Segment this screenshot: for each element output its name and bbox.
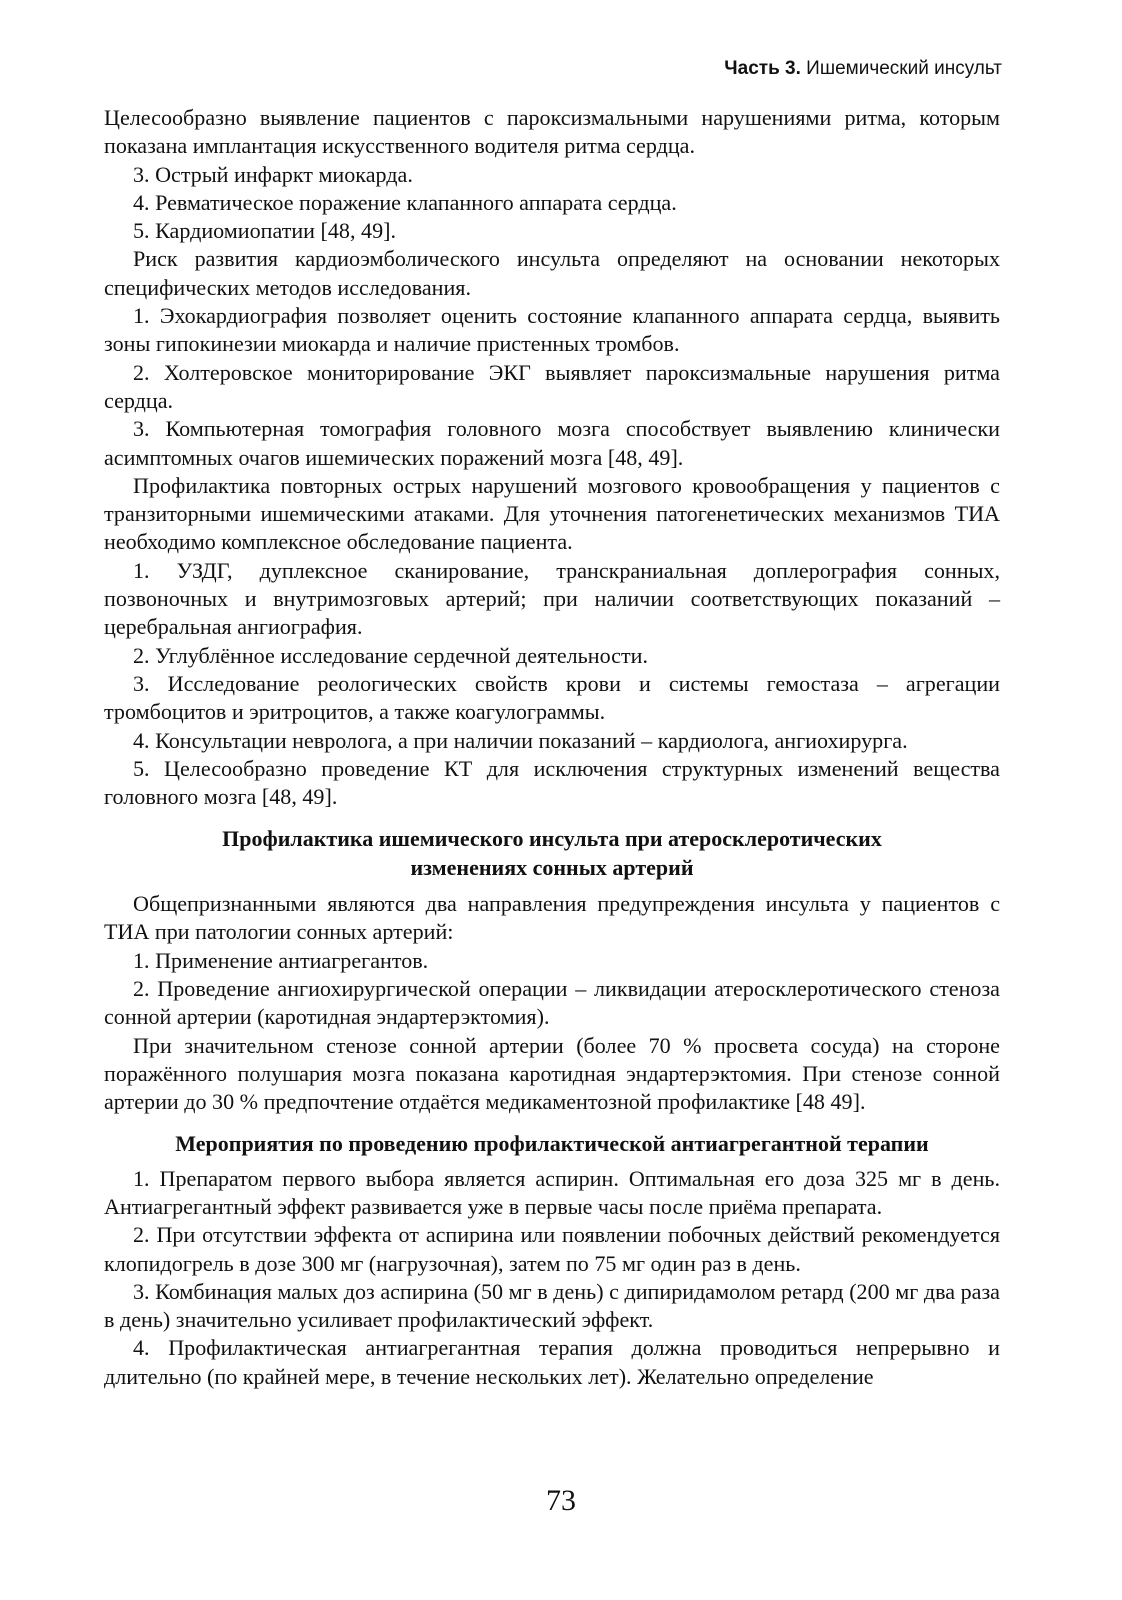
list-item: 1. Эхокардиография позволяет оценить состояние клапанного аппарата сердца, выявить зоны гипокинезии миокарда и наличие пристенных тромбов. — [104, 303, 1000, 357]
list-item: 2. При отсутствии эффекта от аспирина или появлении побочных действий рекомендуется клопидогрель в дозе 300 мг (нагрузочная), затем по 75 мг один раз в день. — [104, 1222, 1000, 1276]
header-title: Ишемический инсульт — [806, 58, 1002, 79]
list-item: 3. Острый инфаркт миокарда. — [133, 161, 413, 187]
section-heading-antiplatelet: Мероприятия по проведению профилактической антиагрегантной терапии — [175, 1131, 929, 1157]
list-item: 3. Исследование реологических свойств крови и системы гемостаза – агрегации тромбоцитов и эритроцитов, а также коагулограммы. — [104, 670, 1000, 725]
list-item: 2. Холтеровское мониторирование ЭКГ выявляет пароксизмальные нарушения ритма сердца. — [104, 359, 1000, 413]
paragraph: При значительном стенозе сонной артерии (более 70 % просвета сосуда) на стороне поражённого полушария мозга показана каротидная эндартерэктомия. При стенозе сонной артерии до 30 % предпочтение отдаётся медикаментозной профилактике [48 49]. — [104, 1032, 1000, 1115]
list-item: 1. Препаратом первого выбора является аспирин. Оптимальная его доза 325 мг в день. Антиагрегантный эффект развивается уже в первые часы после приёма препарата. — [104, 1165, 1000, 1219]
list-item: 4. Профилактическая антиагрегантная терапия должна проводиться непрерывно и длительно (по крайней мере, в течение нескольких лет). Желательно определение — [104, 1335, 1000, 1389]
list-item: 3. Комбинация малых доз аспирина (50 мг в день) с дипиридамолом ретард (200 мг два раза в день) значительно усиливает профилактический эффект. — [104, 1278, 1000, 1333]
paragraph: Риск развития кардиоэмболического инсульта определяют на основании некоторых специфических методов исследования. — [104, 246, 1000, 300]
list-item: 1. УЗДГ, дуплексное сканирование, транскраниальная доплерография сонных, позвоночных и внутримозговых артерий; при наличии соответствующих показаний – церебральная ангиография. — [104, 557, 1000, 640]
body-text — [104, 104, 1000, 1391]
paragraph: Профилактика повторных острых нарушений мозгового кровообращения у пациентов с транзиторными ишемическими атаками. Для уточнения патогенетических механизмов ТИА необходимо комплексное обследование пациента. — [104, 472, 1000, 555]
list-item: 1. Применение антиагрегантов. — [133, 947, 429, 973]
header-part-label: Часть 3. — [724, 58, 801, 79]
paragraph: Целесообразно выявление пациентов с пароксизмальными нарушениями ритма, которым показана имплантация искусственного водителя ритма сердца. — [104, 105, 1000, 159]
section-heading-carotid: Профилактика ишемического инсульта при атеросклеротических изменениях сонных артерий — [222, 826, 882, 880]
list-item: 4. Ревматическое поражение клапанного аппарата сердца. — [133, 189, 677, 215]
list-item: 2. Проведение ангиохирургической операции – ликвидации атеросклеротического стеноза сонной артерии (каротидная эндартерэктомия). — [104, 975, 1000, 1030]
running-header — [724, 58, 1002, 80]
list-item: 3. Компьютерная томография головного мозга способствует выявлению клинически асимптомных очагов ишемических поражений мозга [48, 49]. — [104, 416, 1000, 470]
list-item: 4. Консультации невролога, а при наличии показаний – кардиолога, ангиохирурга. — [133, 727, 908, 753]
paragraph: Общепризнанными являются два направления предупреждения инсульта у пациентов с ТИА при патологии сонных артерий: — [104, 891, 1000, 945]
list-item: 5. Кардиомиопатии [48, 49]. — [133, 218, 396, 244]
list-item: 2. Углублённое исследование сердечной деятельности. — [133, 642, 648, 668]
page-number: 73 — [546, 1484, 576, 1517]
list-item: 5. Целесообразно проведение КТ для исключения структурных изменений вещества головного мозга [48, 49]. — [104, 755, 1000, 810]
